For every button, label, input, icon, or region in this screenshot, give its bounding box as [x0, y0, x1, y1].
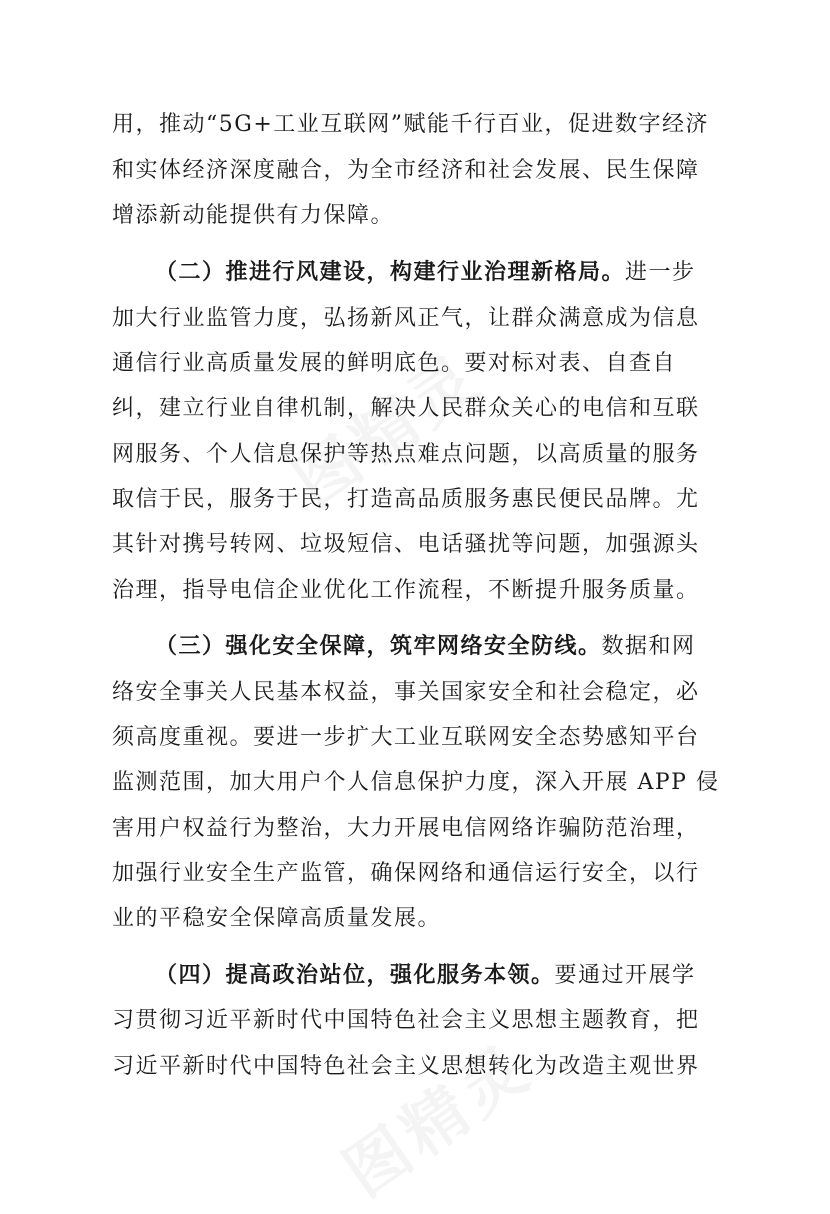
paragraph-line: 取信于民，服务于民，打造高品质服务惠民便民品牌。尤 [112, 487, 700, 512]
paragraph-line: 须高度重视。要进一步扩大工业互联网安全态势感知平台 [112, 725, 700, 750]
paragraph-line: 用，推动“5G+工业互联网”赋能千行百业，促进数字经济 [112, 112, 710, 137]
paragraph-line: 网服务、个人信息保护等热点难点问题，以高质量的服务 [112, 442, 700, 467]
section-heading: （三）强化安全保障，筑牢网络安全防线。 [155, 634, 602, 659]
paragraph-line: 加大行业监管力度，弘扬新风正气，让群众满意成为信息 [112, 306, 700, 331]
paragraph-line: 其针对携号转网、垃圾短信、电话骚扰等问题，加强源头 [112, 532, 700, 557]
section-heading: （二）推进行风建设，构建行业治理新格局。 [155, 260, 626, 285]
paragraph-line: 络安全事关人民基本权益，事关国家安全和社会稳定，必 [112, 680, 700, 705]
paragraph-line: 加强行业安全生产监管，确保网络和通信运行安全，以行 [112, 861, 700, 886]
paragraph-line: 治理，指导电信企业优化工作流程，不断提升服务质量。 [112, 578, 700, 603]
paragraph-line: 业的平稳安全保障高质量发展。 [112, 906, 442, 931]
paragraph-line: 习近平新时代中国特色社会主义思想转化为改造主观世界 [112, 1054, 700, 1079]
paragraph-line: 习贯彻习近平新时代中国特色社会主义思想主题教育，把 [112, 1008, 700, 1033]
paragraph-text: 进一步 [625, 260, 696, 285]
paragraph-first-line [155, 632, 755, 662]
paragraph-line: 和实体经济深度融合，为全市经济和社会发展、民生保障 [112, 158, 700, 183]
paragraph-first-line [155, 961, 755, 991]
section-heading: （四）提高政治站位，强化服务本领。 [155, 963, 555, 988]
paragraph-line: 监测范围，加大用户个人信息保护力度，深入开展 APP 侵 [112, 770, 720, 795]
paragraph-line: 害用户权益行为整治，大力开展电信网络诈骗防范治理， [112, 816, 700, 841]
watermark [323, 1018, 548, 1214]
paragraph-line: 通信行业高质量发展的鲜明底色。要对标对表、自查自 [112, 351, 677, 376]
paragraph-text: 要通过开展学 [554, 963, 696, 988]
paragraph-first-line [155, 258, 755, 288]
paragraph-line: 纠，建立行业自律机制，解决人民群众关心的电信和互联 [112, 396, 700, 421]
paragraph-line: 增添新动能提供有力保障。 [112, 203, 395, 228]
paragraph-text: 数据和网 [601, 634, 696, 659]
